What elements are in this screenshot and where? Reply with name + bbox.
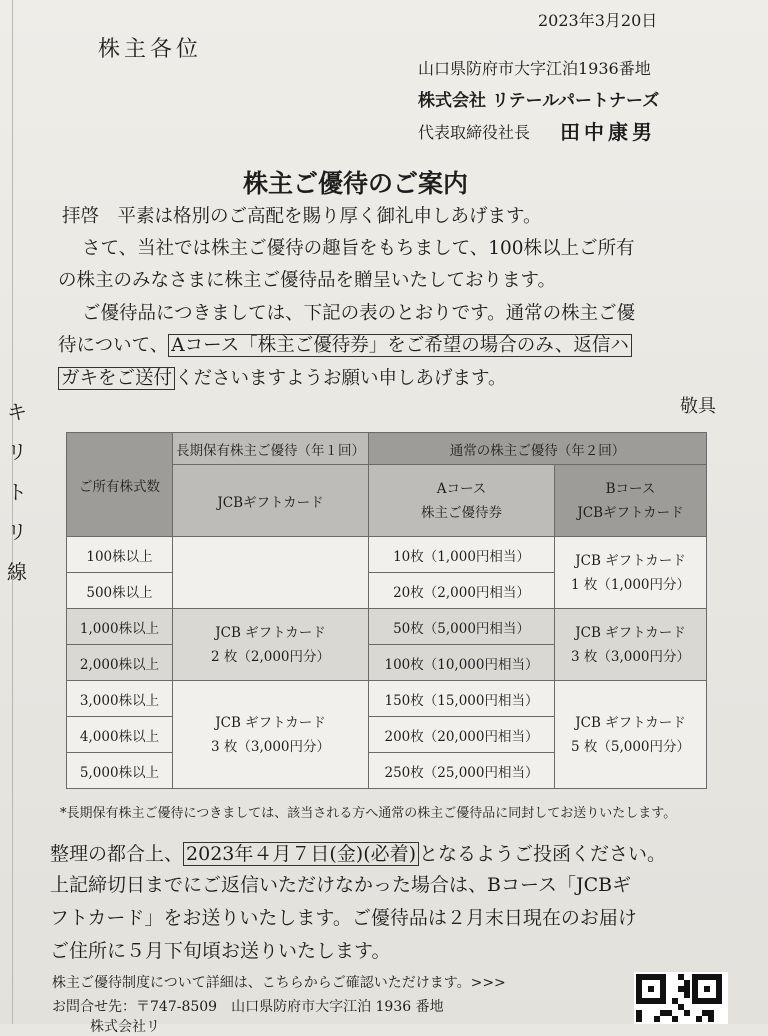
shares-cell: 1,000株以上 bbox=[67, 609, 173, 645]
gift-name: JCB ギフトカード bbox=[575, 714, 686, 731]
boxed-instruction: ガキをご送付 bbox=[58, 367, 175, 390]
contact-company-partial: 株式会社リ bbox=[90, 1019, 160, 1035]
company-name: 株式会社 リテールパートナーズ bbox=[418, 91, 660, 111]
boxed-instruction: Aコース「株主ご優待券」をご希望の場合のみ、返信ハ bbox=[168, 334, 632, 357]
course-a-cell: 250枚（25,000円相当） bbox=[369, 753, 555, 789]
gift-name: JCB ギフトカード bbox=[575, 624, 686, 641]
deadline-note-line: 上記締切日までにご返信いただけなかった場合は、Bコース「JCBギ bbox=[50, 874, 632, 896]
course-b-cell bbox=[555, 681, 707, 789]
deadline-date: 2023年４月７日(金)(必着) bbox=[183, 842, 419, 866]
header-long-term: 長期保有株主ご優待（年１回） bbox=[173, 433, 369, 465]
gift-name: JCB ギフトカード bbox=[215, 624, 326, 641]
course-a-cell: 10枚（1,000円相当） bbox=[369, 537, 555, 573]
shares-cell: 100株以上 bbox=[67, 537, 173, 573]
shares-cell: 3,000株以上 bbox=[67, 681, 173, 717]
qr-code-icon[interactable] bbox=[634, 972, 728, 1024]
deadline-line bbox=[50, 838, 666, 871]
header-shares: ご所有株式数 bbox=[67, 433, 173, 537]
header-long-term-gift: JCBギフトカード bbox=[173, 465, 369, 537]
closing-word: 敬具 bbox=[680, 396, 716, 417]
document-date: 2023年3月20日 bbox=[538, 11, 658, 30]
gift-amount: 5 枚（5,000円分） bbox=[570, 738, 691, 755]
header-course-a bbox=[369, 465, 555, 537]
gift-amount: 2 枚（2,000円分） bbox=[210, 648, 331, 665]
body-line: の株主のみなさまに株主ご優待品を贈呈いたしております。 bbox=[58, 270, 557, 291]
course-a-cell: 100枚（10,000円相当） bbox=[369, 645, 555, 681]
company-address: 山口県防府市大字江泊1936番地 bbox=[418, 59, 651, 78]
contact-address: お問合せ先：〒747-8509 山口県防府市大字江泊 1936 番地 bbox=[52, 999, 444, 1015]
cut-line-label: キリトリ線 bbox=[7, 400, 27, 584]
long-term-empty bbox=[173, 537, 369, 609]
document-title: 株主ご優待のご案内 bbox=[243, 169, 469, 198]
body-text-segment: 待について、 bbox=[58, 335, 169, 356]
gift-amount: 3 枚（3,000円分） bbox=[210, 738, 331, 755]
details-link-text: 株主ご優待制度について詳細は、こちらからご確認いただけます。>>> bbox=[52, 975, 506, 991]
body-line bbox=[58, 362, 507, 395]
shares-cell: 5,000株以上 bbox=[67, 753, 173, 789]
shares-cell: 2,000株以上 bbox=[67, 645, 173, 681]
course-a-cell: 200枚（20,000円相当） bbox=[369, 717, 555, 753]
deadline-note-line: フトカード」をお送りいたします。ご優待品は２月末日現在のお届け bbox=[50, 907, 637, 929]
course-a-cell: 20枚（2,000円相当） bbox=[369, 573, 555, 609]
addressee: 株主各位 bbox=[98, 37, 203, 62]
shares-cell: 500株以上 bbox=[67, 573, 173, 609]
table-footnote: *長期保有株主ご優待につきましては、該当される方へ通常の株主ご優待品に同封してお送りいたします。 bbox=[60, 806, 677, 821]
representative-name: 田中康男 bbox=[560, 120, 656, 144]
course-a-label: Aコース bbox=[436, 480, 487, 497]
body-line: さて、当社では株主ご優待の趣旨をもちまして、100株以上ご所有 bbox=[82, 238, 635, 259]
course-a-cell: 50枚（5,000円相当） bbox=[369, 609, 555, 645]
shares-cell: 4,000株以上 bbox=[67, 717, 173, 753]
long-term-cell bbox=[173, 609, 369, 681]
gift-name: JCB ギフトカード bbox=[575, 552, 686, 569]
gift-amount: 3 枚（3,000円分） bbox=[570, 648, 691, 665]
gift-amount: 1 枚（1,000円分） bbox=[570, 576, 691, 593]
course-b-cell bbox=[555, 609, 707, 681]
greeting-line: 拝啓 平素は格別のご高配を賜り厚く御礼申しあげます。 bbox=[62, 206, 542, 227]
course-a-desc: 株主ご優待券 bbox=[421, 504, 502, 521]
long-term-cell bbox=[173, 681, 369, 789]
course-b-desc: JCBギフトカード bbox=[577, 504, 684, 521]
course-a-cell: 150枚（15,000円相当） bbox=[369, 681, 555, 717]
body-line: ご優待品につきましては、下記の表のとおりです。通常の株主ご優 bbox=[82, 303, 636, 324]
representative-title: 代表取締役社長 bbox=[418, 123, 531, 142]
body-text-segment: くださいますようお願い申しあげます。 bbox=[175, 368, 507, 389]
deadline-text: となるようご投函ください。 bbox=[419, 843, 667, 865]
body-line bbox=[58, 329, 632, 362]
header-course-b bbox=[555, 465, 707, 537]
header-normal: 通常の株主ご優待（年２回） bbox=[369, 433, 707, 465]
deadline-note-line: ご住所に５月下旬頃お送りいたします。 bbox=[50, 940, 391, 962]
gift-name: JCB ギフトカード bbox=[215, 714, 326, 731]
course-b-label: Bコース bbox=[605, 480, 656, 497]
benefit-table bbox=[66, 432, 707, 789]
deadline-text: 整理の都合上、 bbox=[50, 843, 184, 865]
course-b-cell bbox=[555, 537, 707, 609]
